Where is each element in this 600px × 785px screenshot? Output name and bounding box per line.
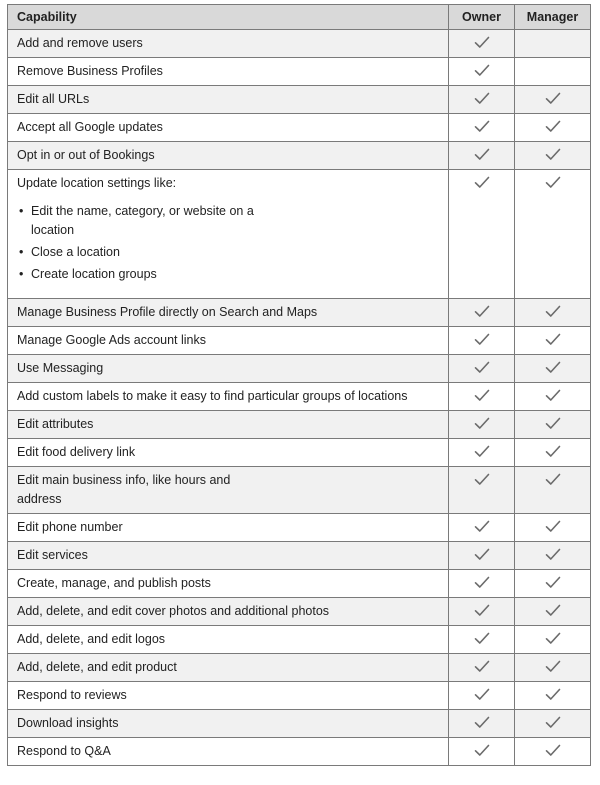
manager-cell xyxy=(515,738,591,766)
owner-cell xyxy=(449,170,515,299)
checkmark-icon xyxy=(474,662,490,676)
capability-label: Create, manage, and publish posts xyxy=(17,576,211,590)
table-row xyxy=(8,170,591,299)
checkmark-icon xyxy=(474,522,490,536)
manager-cell xyxy=(515,327,591,355)
checkmark-icon xyxy=(474,391,490,405)
owner-cell xyxy=(449,626,515,654)
owner-cell xyxy=(449,383,515,411)
table-row xyxy=(8,598,591,626)
capability-cell xyxy=(8,598,449,626)
checkmark-icon xyxy=(474,307,490,321)
manager-cell xyxy=(515,439,591,467)
checkmark-icon xyxy=(545,578,561,592)
capability-label: Add and remove users xyxy=(17,36,143,50)
capability-label: Add, delete, and edit cover photos and additional photos xyxy=(17,604,330,618)
table-row xyxy=(8,682,591,710)
owner-cell xyxy=(449,355,515,383)
capability-label: Download insights xyxy=(17,716,119,730)
checkmark-icon xyxy=(545,690,561,704)
capability-cell xyxy=(8,327,449,355)
checkmark-icon xyxy=(474,447,490,461)
owner-cell xyxy=(449,86,515,114)
capability-cell xyxy=(8,411,449,439)
capability-cell xyxy=(8,355,449,383)
owner-cell xyxy=(449,411,515,439)
manager-cell xyxy=(515,355,591,383)
table-row xyxy=(8,142,591,170)
capability-label: Use Messaging xyxy=(17,361,104,375)
capability-cell xyxy=(8,58,449,86)
manager-cell xyxy=(515,299,591,327)
checkmark-icon xyxy=(474,578,490,592)
table-row xyxy=(8,514,591,542)
owner-cell xyxy=(449,710,515,738)
capability-cell xyxy=(8,710,449,738)
checkmark-icon xyxy=(545,122,561,136)
capability-label: Manage Google Ads account links xyxy=(17,333,207,347)
table-row xyxy=(8,383,591,411)
header-capability: Capability xyxy=(8,5,449,30)
checkmark-icon xyxy=(545,447,561,461)
capability-cell xyxy=(8,170,449,299)
checkmark-icon xyxy=(474,363,490,377)
owner-cell xyxy=(449,30,515,58)
header-owner: Owner xyxy=(449,5,515,30)
manager-cell xyxy=(515,411,591,439)
manager-cell xyxy=(515,58,591,86)
capability-cell xyxy=(8,738,449,766)
checkmark-icon xyxy=(474,178,490,192)
manager-cell xyxy=(515,598,591,626)
table-row xyxy=(8,355,591,383)
owner-cell xyxy=(449,299,515,327)
manager-cell xyxy=(515,682,591,710)
capability-label: Edit services xyxy=(17,548,88,562)
manager-cell xyxy=(515,710,591,738)
capability-cell xyxy=(8,570,449,598)
checkmark-icon xyxy=(474,634,490,648)
capability-label: Accept all Google updates xyxy=(17,120,163,134)
checkmark-icon xyxy=(545,634,561,648)
manager-cell xyxy=(515,654,591,682)
owner-cell xyxy=(449,327,515,355)
checkmark-icon xyxy=(474,550,490,564)
checkmark-icon xyxy=(474,122,490,136)
checkmark-icon xyxy=(545,150,561,164)
owner-cell xyxy=(449,570,515,598)
capability-label: Edit all URLs xyxy=(17,92,90,106)
capability-label: Remove Business Profiles xyxy=(17,64,163,78)
capability-label: Update location settings like: xyxy=(17,176,177,190)
capability-label: Edit phone number xyxy=(17,520,123,534)
checkmark-icon xyxy=(474,690,490,704)
capability-cell xyxy=(8,514,449,542)
table-row xyxy=(8,654,591,682)
table-row xyxy=(8,738,591,766)
capability-cell xyxy=(8,142,449,170)
owner-cell xyxy=(449,114,515,142)
manager-cell xyxy=(515,114,591,142)
capability-label: Respond to reviews xyxy=(17,688,127,702)
capability-label: Add, delete, and edit product xyxy=(17,660,177,674)
capability-table xyxy=(7,4,591,766)
manager-cell xyxy=(515,170,591,299)
bullet-item: • Create location groups xyxy=(31,265,439,284)
manager-cell xyxy=(515,542,591,570)
owner-cell xyxy=(449,514,515,542)
manager-cell xyxy=(515,142,591,170)
capability-label: Add custom labels to make it easy to find particular groups of locations xyxy=(17,389,408,403)
owner-cell xyxy=(449,142,515,170)
capability-label: Add, delete, and edit logos xyxy=(17,632,166,646)
checkmark-icon xyxy=(545,662,561,676)
capability-cell xyxy=(8,682,449,710)
bullet-item: • Edit the name, category, or website on a location xyxy=(31,202,263,240)
table-row xyxy=(8,467,591,514)
header-row xyxy=(8,5,591,30)
capability-cell xyxy=(8,439,449,467)
manager-cell xyxy=(515,86,591,114)
checkmark-icon xyxy=(474,38,490,52)
table-row xyxy=(8,626,591,654)
owner-cell xyxy=(449,598,515,626)
manager-cell xyxy=(515,383,591,411)
manager-cell xyxy=(515,626,591,654)
checkmark-icon xyxy=(545,475,561,489)
capability-cell xyxy=(8,30,449,58)
checkmark-icon xyxy=(545,746,561,760)
capability-label: Edit food delivery link xyxy=(17,445,136,459)
owner-cell xyxy=(449,58,515,86)
checkmark-icon xyxy=(545,522,561,536)
table-row xyxy=(8,86,591,114)
checkmark-icon xyxy=(474,606,490,620)
capability-cell xyxy=(8,114,449,142)
checkmark-icon xyxy=(545,307,561,321)
capability-label: Edit attributes xyxy=(17,417,94,431)
checkmark-icon xyxy=(545,718,561,732)
checkmark-icon xyxy=(474,150,490,164)
table-row xyxy=(8,58,591,86)
capability-cell xyxy=(8,626,449,654)
capability-label: Manage Business Profile directly on Search and Maps xyxy=(17,305,318,319)
table-row xyxy=(8,570,591,598)
capability-cell xyxy=(8,383,449,411)
owner-cell xyxy=(449,542,515,570)
checkmark-icon xyxy=(474,66,490,80)
checkmark-icon xyxy=(545,178,561,192)
table-row xyxy=(8,710,591,738)
checkmark-icon xyxy=(474,419,490,433)
capability-label: Respond to Q&A xyxy=(17,744,111,758)
checkmark-icon xyxy=(474,94,490,108)
checkmark-icon xyxy=(545,550,561,564)
owner-cell xyxy=(449,467,515,514)
checkmark-icon xyxy=(545,419,561,433)
capability-cell xyxy=(8,654,449,682)
capability-cell xyxy=(8,86,449,114)
table-row xyxy=(8,299,591,327)
table-row xyxy=(8,439,591,467)
owner-cell xyxy=(449,439,515,467)
checkmark-icon xyxy=(545,391,561,405)
checkmark-icon xyxy=(545,363,561,377)
owner-cell xyxy=(449,654,515,682)
manager-cell xyxy=(515,570,591,598)
manager-cell xyxy=(515,30,591,58)
checkmark-icon xyxy=(474,475,490,489)
bullet-item: • Close a location xyxy=(31,243,439,262)
table-row xyxy=(8,411,591,439)
manager-cell xyxy=(515,467,591,514)
checkmark-icon xyxy=(545,335,561,349)
checkmark-icon xyxy=(474,746,490,760)
table-row xyxy=(8,30,591,58)
owner-cell xyxy=(449,682,515,710)
checkmark-icon xyxy=(545,606,561,620)
owner-cell xyxy=(449,738,515,766)
checkmark-icon xyxy=(474,335,490,349)
table-row xyxy=(8,114,591,142)
checkmark-icon xyxy=(545,94,561,108)
table-row xyxy=(8,327,591,355)
capability-cell xyxy=(8,467,449,514)
bullet-list xyxy=(17,202,439,284)
capability-label: Edit main business info, like hours and address xyxy=(17,473,231,506)
header-manager: Manager xyxy=(515,5,591,30)
manager-cell xyxy=(515,514,591,542)
checkmark-icon xyxy=(474,718,490,732)
capability-label: Opt in or out of Bookings xyxy=(17,148,155,162)
capability-cell xyxy=(8,299,449,327)
table-row xyxy=(8,542,591,570)
capability-cell xyxy=(8,542,449,570)
